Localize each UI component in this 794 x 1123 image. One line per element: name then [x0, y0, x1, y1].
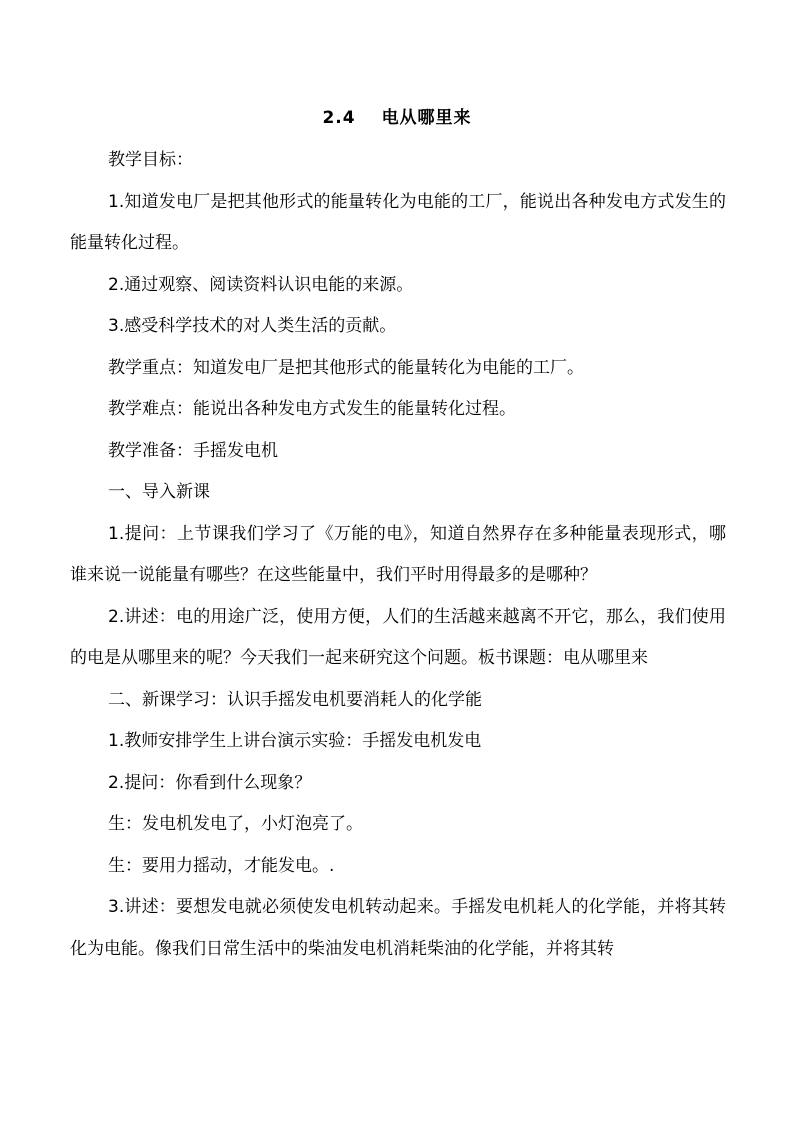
paragraph-demo-1: 1.教师安排学生上讲台演示实验：手摇发电机发电	[108, 731, 482, 751]
title-text: 电从哪里来	[381, 108, 472, 128]
paragraph-preparation: 教学准备：手摇发电机	[108, 440, 278, 461]
paragraph-section-2-heading: 二、新课学习：认识手摇发电机要消耗人的化学能	[108, 689, 482, 710]
title-number: 2.4	[322, 108, 356, 128]
paragraph-key-point: 教学重点：知道发电厂是把其他形式的能量转化为电能的工厂。	[108, 357, 584, 378]
paragraph-teaching-goals-heading: 教学目标：	[108, 150, 193, 170]
page-title	[0, 104, 794, 132]
paragraph-question-1: 1.提问：上节课我们学习了《万能的电》，知道自然界存在多种能量表现形式，哪谁来说一说能量有哪些？在这些能量中，我们平时用得最多的是哪种？	[70, 523, 726, 585]
paragraph-goal-3: 3.感受科学技术的对人类生活的贡献。	[108, 316, 397, 336]
paragraph-student-answer-1: 生：发电机发电了，小灯泡亮了。	[108, 814, 363, 834]
document-body	[70, 140, 726, 970]
paragraph-student-answer-2: 生：要用力摇动，才能发电。.	[108, 855, 335, 876]
paragraph-narration-3: 3.讲述：要想发电就必须使发电机转动起来。手摇发电机耗人的化学能，并将其转化为电能。像我们日常生活中的柴油发电机消耗柴油的化学能，并将其转	[70, 897, 726, 959]
paragraph-narration-2: 2.讲述：电的用途广泛，使用方便，人们的生活越来越离不开它，那么，我们使用的电是从哪里来的呢？今天我们一起来研究这个问题。板书课题：电从哪里来	[70, 606, 726, 668]
paragraph-goal-2: 2.通过观察、阅读资料认识电能的来源。	[108, 274, 414, 295]
paragraph-question-2: 2.提问：你看到什么现象？	[108, 772, 312, 793]
paragraph-section-1-heading: 一、导入新课	[108, 482, 210, 502]
paragraph-goal-1: 1.知道发电厂是把其他形式的能量转化为电能的工厂，能说出各种发电方式发生的能量转化过程。	[70, 191, 726, 253]
paragraph-difficulty: 教学难点：能说出各种发电方式发生的能量转化过程。	[108, 399, 516, 419]
